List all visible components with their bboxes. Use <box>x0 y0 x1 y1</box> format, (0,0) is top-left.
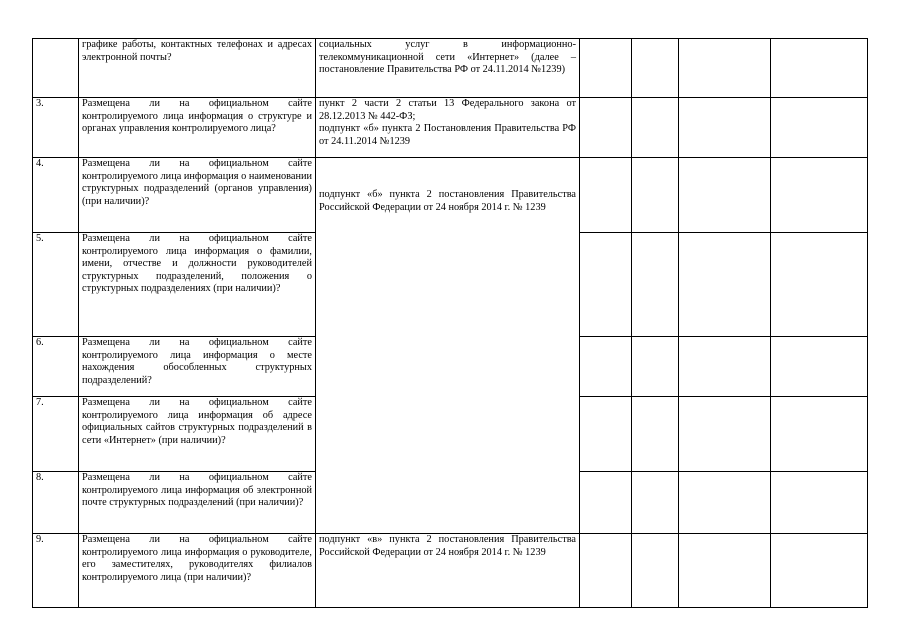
answer-na-cell <box>679 158 771 233</box>
question-cell: Размещена ли на официальном сайте контролируемого лица информация об электронной почте структурных подразделений (при наличии)? <box>79 472 316 534</box>
question-cell: Размещена ли на официальном сайте контролируемого лица информация о месте нахождения обособленных структурных подразделений? <box>79 337 316 397</box>
answer-yes-cell <box>580 98 632 158</box>
question-cell: Размещена ли на официальном сайте контролируемого лица информация о структуре и органах управления контролируемого лица? <box>79 98 316 158</box>
answer-yes-cell <box>580 472 632 534</box>
answer-na-cell <box>679 233 771 337</box>
question-cell: Размещена ли на официальном сайте контролируемого лица информация о фамилии, имени, отчестве и должности руководителей структурных подразделений, положения о структурных подразделениях (при наличии)? <box>79 233 316 337</box>
answer-yes-cell <box>580 397 632 472</box>
answer-no-cell <box>632 397 679 472</box>
answer-yes-cell <box>580 337 632 397</box>
row-number-cell <box>33 39 79 98</box>
note-cell <box>771 472 868 534</box>
row-number-cell: 3. <box>33 98 79 158</box>
note-cell <box>771 39 868 98</box>
note-cell <box>771 233 868 337</box>
note-cell <box>771 158 868 233</box>
answer-na-cell <box>679 472 771 534</box>
table-row <box>33 158 868 233</box>
answer-yes-cell <box>580 233 632 337</box>
table-row <box>33 39 868 98</box>
question-cell: Размещена ли на официальном сайте контролируемого лица информация о руководителе, его заместителях, руководителях филиалов контролируемого лица (при наличии)? <box>79 534 316 608</box>
answer-yes-cell <box>580 39 632 98</box>
question-cell: Размещена ли на официальном сайте контролируемого лица информация об адресе официальных сайтов структурных подразделений в сети «Интернет» (при наличии)? <box>79 397 316 472</box>
answer-no-cell <box>632 39 679 98</box>
legal-reference-text: подпункт «б» пункта 2 постановления Правительства Российской Федерации от 24 ноября 2014 г. № 1239 <box>319 189 576 213</box>
answer-na-cell <box>679 337 771 397</box>
answer-na-cell <box>679 397 771 472</box>
answer-no-cell <box>632 534 679 608</box>
note-cell <box>771 98 868 158</box>
note-cell <box>771 337 868 397</box>
note-cell <box>771 397 868 472</box>
legal-reference-cell: социальных услуг в информационно-телекоммуникационной сети «Интернет» (далее – постановление Правительства РФ от 24.11.2014 №1239) <box>316 39 580 98</box>
table-row <box>33 534 868 608</box>
answer-na-cell <box>679 98 771 158</box>
answer-no-cell <box>632 337 679 397</box>
legal-reference-cell <box>316 158 580 534</box>
question-cell: Размещена ли на официальном сайте контролируемого лица информация о наименовании структурных подразделений (органов управления) (при наличии)? <box>79 158 316 233</box>
row-number-cell: 6. <box>33 337 79 397</box>
legal-reference-cell: пункт 2 части 2 статьи 13 Федерального закона от 28.12.2013 № 442-ФЗ; подпункт «б» пункта 2 Постановления Правительства РФ от 24.11.2014 №1239 <box>316 98 580 158</box>
answer-no-cell <box>632 158 679 233</box>
answer-na-cell <box>679 534 771 608</box>
answer-no-cell <box>632 472 679 534</box>
row-number-cell: 7. <box>33 397 79 472</box>
row-number-cell: 4. <box>33 158 79 233</box>
legal-reference-cell: подпункт «в» пункта 2 постановления Правительства Российской Федерации от 24 ноября 2014 г. № 1239 <box>316 534 580 608</box>
note-cell <box>771 534 868 608</box>
answer-yes-cell <box>580 158 632 233</box>
answer-na-cell <box>679 39 771 98</box>
checklist-table <box>32 38 868 608</box>
table-row <box>33 98 868 158</box>
row-number-cell: 5. <box>33 233 79 337</box>
answer-no-cell <box>632 98 679 158</box>
row-number-cell: 9. <box>33 534 79 608</box>
answer-yes-cell <box>580 534 632 608</box>
answer-no-cell <box>632 233 679 337</box>
question-cell: графике работы, контактных телефонах и адресах электронной почты? <box>79 39 316 98</box>
row-number-cell: 8. <box>33 472 79 534</box>
